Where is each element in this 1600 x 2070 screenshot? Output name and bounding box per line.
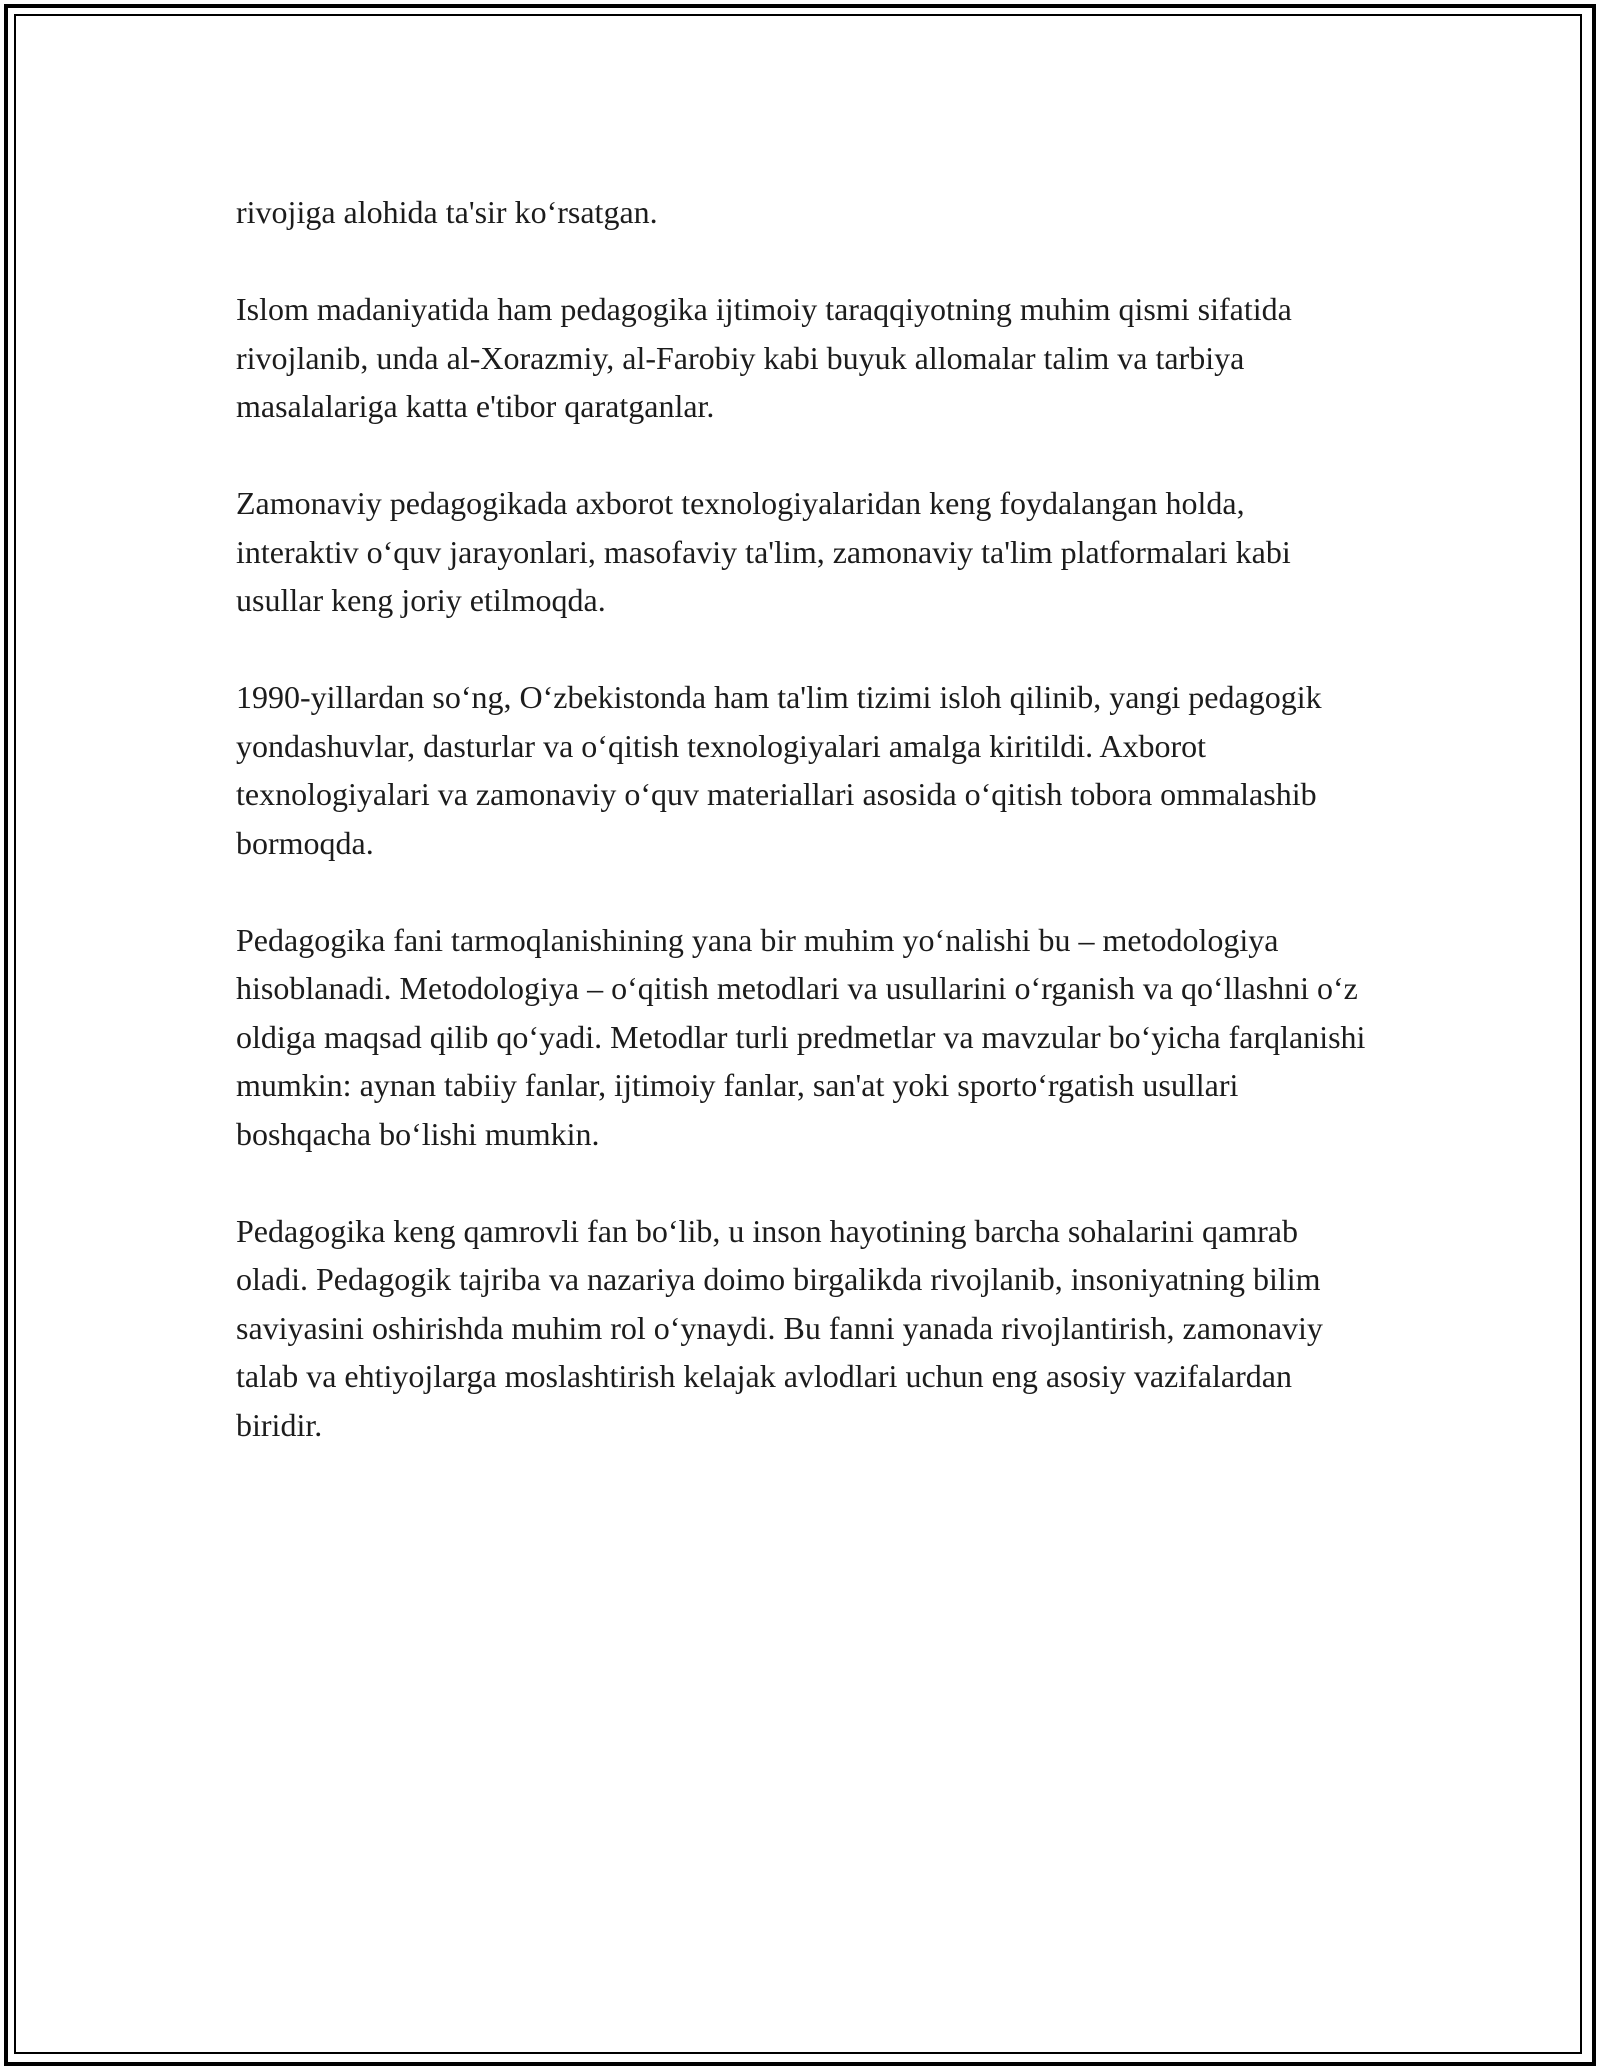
paragraph-conclusion: Pedagogika keng qamrovli fan bo‘lib, u inson hayotining barcha sohalarini qamrab oladi. Pedagogik tajriba va nazariya doimo birgalikda rivojlanib, insoniyatning bilim saviyasini oshirishda muhim rol o‘ynaydi. Bu fanni yanada rivojlantirish, zamonaviy talab va ehtiyojlarga moslashtirish kelajak avlodlari uchun eng asosiy vazifalardan biridir. [236,1212,1323,1443]
paragraph-uzbekistan-reform: 1990-yillardan so‘ng, O‘zbekistonda ham ta'lim tizimi isloh qilinib, yangi pedagogik yondashuvlar, dasturlar va o‘qitish texnologiyalari amalga kiritildi. Axborot texnologiyalari va zamonaviy o‘quv materiallari asosida o‘qitish tobora ommalashib bormoqda. [236,679,1322,861]
paragraph-islamic-culture: Islom madaniyatida ham pedagogika ijtimoiy taraqqiyotning muhim qismi sifatida rivojlanib, unda al-Xorazmiy, al-Farobiy kabi buyuk allomalar talim va tarbiya masalalariga katta e'tibor qaratganlar. [236,291,1292,424]
page-body [236,188,1366,1449]
paragraph-continuation: rivojiga alohida ta'sir ko‘rsatgan. [236,194,658,230]
paragraph-modern-pedagogy: Zamonaviy pedagogikada axborot texnologiyalaridan keng foydalangan holda, interaktiv o‘quv jarayonlari, masofaviy ta'lim, zamonaviy ta'lim platformalari kabi usullar keng joriy etilmoqda. [236,485,1291,618]
paragraph-methodology: Pedagogika fani tarmoqlanishining yana bir muhim yo‘nalishi bu – metodologiya hisoblanadi. Metodologiya – o‘qitish metodlari va usullarini o‘rganish va qo‘llashni o‘z oldiga maqsad qilib qo‘yadi. Metodlar turli predmetlar va mavzular bo‘yicha farqlanishi mumkin: aynan tabiiy fanlar, ijtimoiy fanlar, san'at yoki sporto‘rgatish usullari boshqacha bo‘lishi mumkin. [236,921,1366,1152]
